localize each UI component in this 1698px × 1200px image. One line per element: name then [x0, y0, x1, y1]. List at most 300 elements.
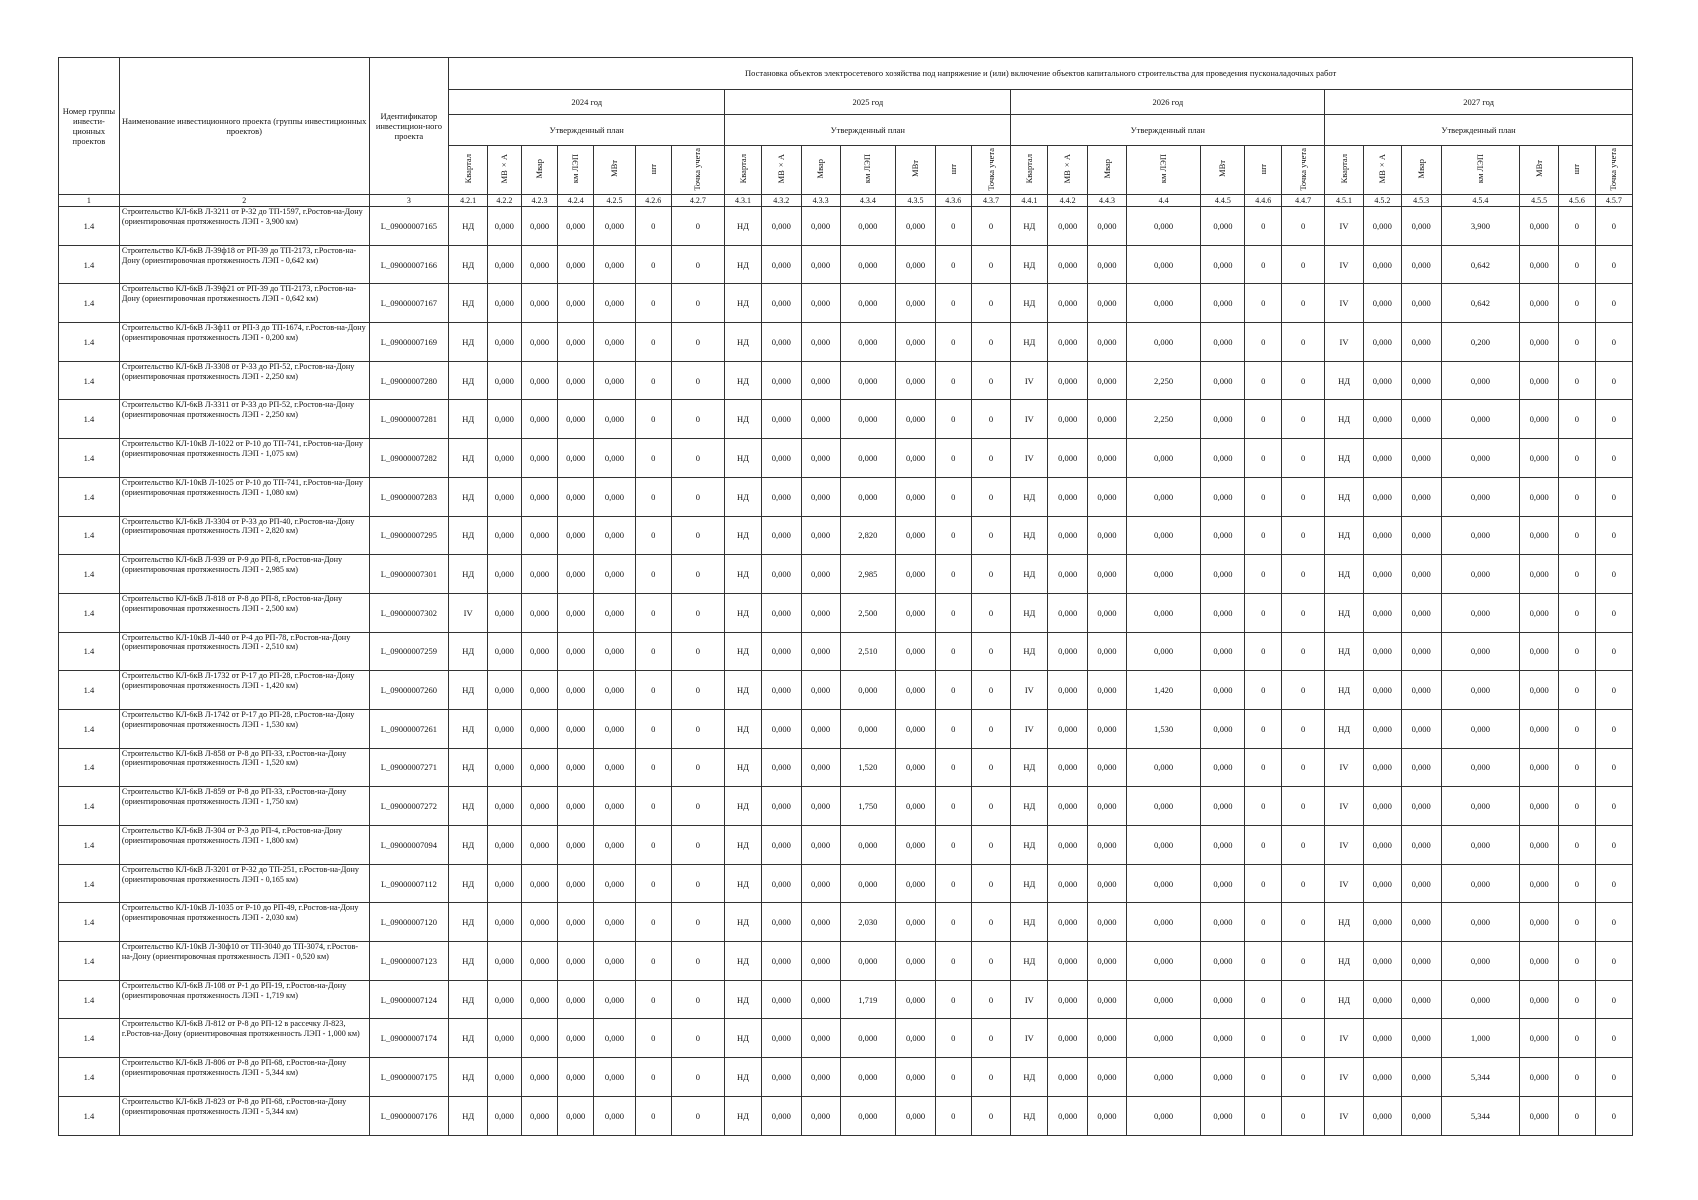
- mva-cell: 0,000: [1048, 284, 1088, 323]
- mva-cell: 0,000: [1363, 593, 1401, 632]
- km-line-cell: 0,000: [558, 555, 594, 594]
- quarter-cell: НД: [725, 1058, 762, 1097]
- count-cell: 0: [1245, 207, 1282, 246]
- km-line-cell: 0,000: [840, 671, 896, 710]
- mw-cell: 0,000: [896, 980, 936, 1019]
- mvar-cell: 0,000: [1088, 400, 1127, 439]
- mvar-cell: 0,000: [1401, 1019, 1441, 1058]
- count-cell: 0: [935, 748, 971, 787]
- count-cell: 0: [1559, 400, 1596, 439]
- count-cell: 0: [635, 748, 671, 787]
- km-line-cell: 0,000: [558, 207, 594, 246]
- km-line-cell: 0,000: [840, 942, 896, 981]
- mva-cell: 0,000: [1363, 516, 1401, 555]
- mva-cell: 0,000: [1048, 671, 1088, 710]
- mw-cell: 0,000: [1201, 400, 1245, 439]
- group-number-cell: 1.4: [59, 1019, 120, 1058]
- count-cell: 0: [1559, 787, 1596, 826]
- column-number-row: [59, 195, 1633, 207]
- km-line-cell: 0,000: [840, 709, 896, 748]
- quarter-cell: IV: [1325, 323, 1364, 362]
- km-line-cell: 0,000: [1126, 748, 1200, 787]
- column-header: [1520, 146, 1559, 195]
- year-header: 2025 год: [725, 90, 1011, 115]
- column-header-label: Квартал: [1023, 154, 1034, 184]
- count-cell: 0: [1245, 593, 1282, 632]
- column-header: [671, 146, 725, 195]
- mvar-cell: 0,000: [1088, 748, 1127, 787]
- count-cell: 0: [935, 671, 971, 710]
- column-number: 4.4.5: [1201, 195, 1245, 207]
- mvar-cell: 0,000: [1401, 709, 1441, 748]
- km-line-cell: 1,719: [840, 980, 896, 1019]
- km-line-cell: 0,000: [840, 1096, 896, 1135]
- column-header-label: Точка учета: [1297, 147, 1308, 191]
- mvar-cell: 0,000: [1401, 555, 1441, 594]
- header-group-number: Номер группы инвести-ционных проектов: [59, 58, 120, 195]
- column-header-label: Точка учета: [985, 147, 996, 191]
- mvar-cell: 0,000: [1401, 245, 1441, 284]
- mw-cell: 0,000: [896, 361, 936, 400]
- mva-cell: 0,000: [1363, 207, 1401, 246]
- mw-cell: 0,000: [594, 555, 636, 594]
- mva-cell: 0,000: [488, 632, 522, 671]
- mw-cell: 0,000: [896, 516, 936, 555]
- metering-point-cell: 0: [1595, 748, 1632, 787]
- mvar-cell: 0,000: [801, 555, 840, 594]
- column-number: 4.3.3: [801, 195, 840, 207]
- mw-cell: 0,000: [896, 1058, 936, 1097]
- quarter-cell: IV: [1011, 1019, 1048, 1058]
- mw-cell: 0,000: [896, 323, 936, 362]
- mvar-cell: 0,000: [521, 245, 558, 284]
- count-cell: 0: [635, 826, 671, 865]
- metering-point-cell: 0: [1282, 1019, 1325, 1058]
- mvar-cell: 0,000: [1088, 555, 1127, 594]
- project-id-cell: L_09000007280: [369, 361, 449, 400]
- column-header: [1441, 146, 1520, 195]
- km-line-cell: 0,000: [558, 787, 594, 826]
- mvar-cell: 0,000: [521, 787, 558, 826]
- mw-cell: 0,000: [1201, 1096, 1245, 1135]
- mvar-cell: 0,000: [1401, 942, 1441, 981]
- table-row: [59, 477, 1633, 516]
- column-header-label: МВ×А: [498, 154, 509, 184]
- column-header-label: Квартал: [462, 154, 473, 184]
- project-name-cell: Строительство КЛ-6кВ Л-108 от Р-1 до РП-19, г.Ростов-на-Дону (ориентировочная протяженность ЛЭП - 1,719 км): [119, 980, 369, 1019]
- metering-point-cell: 0: [1595, 787, 1632, 826]
- column-header-label: Мвар: [1101, 159, 1112, 179]
- metering-point-cell: 0: [1595, 864, 1632, 903]
- column-number: 4.4.7: [1282, 195, 1325, 207]
- metering-point-cell: 0: [1595, 400, 1632, 439]
- project-id-cell: L_09000007261: [369, 709, 449, 748]
- column-header: [725, 146, 762, 195]
- quarter-cell: IV: [1325, 1019, 1364, 1058]
- column-header-label: шт: [1257, 163, 1268, 175]
- quarter-cell: НД: [1325, 593, 1364, 632]
- year-header: 2024 год: [449, 90, 725, 115]
- mw-cell: 0,000: [1520, 1058, 1559, 1097]
- km-line-cell: 0,000: [1126, 1019, 1200, 1058]
- count-cell: 0: [635, 864, 671, 903]
- group-number-cell: 1.4: [59, 632, 120, 671]
- count-cell: 0: [1559, 1096, 1596, 1135]
- metering-point-cell: 0: [971, 245, 1011, 284]
- mvar-cell: 0,000: [1088, 516, 1127, 555]
- count-cell: 0: [935, 980, 971, 1019]
- metering-point-cell: 0: [671, 632, 725, 671]
- mva-cell: 0,000: [761, 593, 801, 632]
- mva-cell: 0,000: [1048, 1058, 1088, 1097]
- mvar-cell: 0,000: [1401, 903, 1441, 942]
- mva-cell: 0,000: [1048, 207, 1088, 246]
- mvar-cell: 0,000: [521, 671, 558, 710]
- column-header-label: МВ×А: [775, 154, 786, 184]
- group-number-cell: 1.4: [59, 980, 120, 1019]
- column-header-label: Квартал: [737, 154, 748, 184]
- metering-point-cell: 0: [1595, 361, 1632, 400]
- column-header: [1011, 146, 1048, 195]
- mw-cell: 0,000: [896, 748, 936, 787]
- quarter-cell: НД: [449, 323, 488, 362]
- count-cell: 0: [1245, 361, 1282, 400]
- group-number-cell: 1.4: [59, 1096, 120, 1135]
- km-line-cell: 0,642: [1441, 284, 1520, 323]
- quarter-cell: НД: [449, 439, 488, 478]
- count-cell: 0: [635, 1019, 671, 1058]
- km-line-cell: 0,000: [558, 477, 594, 516]
- mva-cell: 0,000: [1363, 284, 1401, 323]
- quarter-cell: НД: [449, 284, 488, 323]
- mvar-cell: 0,000: [1088, 207, 1127, 246]
- mw-cell: 0,000: [594, 593, 636, 632]
- column-number: 4.5.7: [1595, 195, 1632, 207]
- mva-cell: 0,000: [1363, 709, 1401, 748]
- km-line-cell: 0,000: [840, 864, 896, 903]
- mw-cell: 0,000: [896, 709, 936, 748]
- table-row: [59, 748, 1633, 787]
- plan-header: Утвержденный план: [725, 115, 1011, 146]
- km-line-cell: 0,000: [558, 1019, 594, 1058]
- count-cell: 0: [935, 400, 971, 439]
- column-number: 2: [119, 195, 369, 207]
- mvar-cell: 0,000: [521, 477, 558, 516]
- column-header: [1048, 146, 1088, 195]
- quarter-cell: IV: [1325, 1058, 1364, 1097]
- mva-cell: 0,000: [1363, 361, 1401, 400]
- project-id-cell: L_09000007167: [369, 284, 449, 323]
- mva-cell: 0,000: [1363, 826, 1401, 865]
- mva-cell: 0,000: [1048, 787, 1088, 826]
- km-line-cell: 2,250: [1126, 400, 1200, 439]
- column-number: 4.2.3: [521, 195, 558, 207]
- km-line-cell: 0,000: [1441, 516, 1520, 555]
- table-body: [59, 195, 1633, 1136]
- mva-cell: 0,000: [488, 1058, 522, 1097]
- km-line-cell: 0,000: [1441, 903, 1520, 942]
- quarter-cell: НД: [725, 361, 762, 400]
- column-number: 4.4.1: [1011, 195, 1048, 207]
- mw-cell: 0,000: [1201, 671, 1245, 710]
- mva-cell: 0,000: [1048, 400, 1088, 439]
- table-row: [59, 284, 1633, 323]
- quarter-cell: НД: [449, 207, 488, 246]
- mw-cell: 0,000: [1520, 787, 1559, 826]
- mvar-cell: 0,000: [521, 1058, 558, 1097]
- count-cell: 0: [935, 207, 971, 246]
- metering-point-cell: 0: [971, 942, 1011, 981]
- mva-cell: 0,000: [1048, 903, 1088, 942]
- km-line-cell: 2,500: [840, 593, 896, 632]
- mvar-cell: 0,000: [1088, 323, 1127, 362]
- quarter-cell: НД: [725, 671, 762, 710]
- quarter-cell: НД: [1325, 555, 1364, 594]
- mw-cell: 0,000: [896, 400, 936, 439]
- column-number: 4.3.6: [935, 195, 971, 207]
- count-cell: 0: [935, 284, 971, 323]
- column-number: 4.5.2: [1363, 195, 1401, 207]
- column-header-label: Квартал: [1338, 154, 1349, 184]
- column-header-label: МВ×А: [1376, 154, 1387, 184]
- project-id-cell: L_09000007301: [369, 555, 449, 594]
- mvar-cell: 0,000: [1401, 864, 1441, 903]
- mva-cell: 0,000: [1363, 903, 1401, 942]
- column-header: [1088, 146, 1127, 195]
- mva-cell: 0,000: [761, 942, 801, 981]
- mva-cell: 0,000: [1363, 980, 1401, 1019]
- count-cell: 0: [635, 284, 671, 323]
- project-name-cell: Строительство КЛ-10кВ Л-1035 от Р-10 до РП-49, г.Ростов-на-Дону (ориентировочная протяженность ЛЭП - 2,030 км): [119, 903, 369, 942]
- mvar-cell: 0,000: [1401, 980, 1441, 1019]
- mva-cell: 0,000: [761, 787, 801, 826]
- mvar-cell: 0,000: [1401, 1058, 1441, 1097]
- mva-cell: 0,000: [1363, 864, 1401, 903]
- metering-point-cell: 0: [1595, 709, 1632, 748]
- mvar-cell: 0,000: [521, 826, 558, 865]
- km-line-cell: 0,000: [558, 439, 594, 478]
- mw-cell: 0,000: [594, 516, 636, 555]
- quarter-cell: НД: [725, 903, 762, 942]
- metering-point-cell: 0: [671, 400, 725, 439]
- mw-cell: 0,000: [1520, 709, 1559, 748]
- mw-cell: 0,000: [1520, 748, 1559, 787]
- column-number: 4.5.6: [1559, 195, 1596, 207]
- metering-point-cell: 0: [1595, 942, 1632, 981]
- count-cell: 0: [935, 516, 971, 555]
- mvar-cell: 0,000: [1401, 207, 1441, 246]
- metering-point-cell: 0: [1282, 632, 1325, 671]
- column-header-label: МВт: [1217, 160, 1228, 178]
- count-cell: 0: [1559, 555, 1596, 594]
- project-name-cell: Строительство КЛ-10кВ Л-1022 от Р-10 до ТП-741, г.Ростов-на-Дону (ориентировочная протяженность ЛЭП - 1,075 км): [119, 439, 369, 478]
- group-number-cell: 1.4: [59, 709, 120, 748]
- group-number-cell: 1.4: [59, 593, 120, 632]
- project-id-cell: L_09000007271: [369, 748, 449, 787]
- mva-cell: 0,000: [488, 903, 522, 942]
- quarter-cell: НД: [725, 709, 762, 748]
- mw-cell: 0,000: [594, 864, 636, 903]
- metering-point-cell: 0: [1282, 361, 1325, 400]
- column-header: [1126, 146, 1200, 195]
- mw-cell: 0,000: [896, 477, 936, 516]
- metering-point-cell: 0: [971, 671, 1011, 710]
- km-line-cell: 0,000: [558, 864, 594, 903]
- mvar-cell: 0,000: [801, 671, 840, 710]
- mva-cell: 0,000: [1363, 439, 1401, 478]
- km-line-cell: 0,000: [558, 516, 594, 555]
- mvar-cell: 0,000: [801, 400, 840, 439]
- km-line-cell: 0,000: [558, 284, 594, 323]
- quarter-cell: НД: [1011, 477, 1048, 516]
- mva-cell: 0,000: [1048, 516, 1088, 555]
- project-name-cell: Строительство КЛ-6кВ Л-304 от Р-3 до РП-4, г.Ростов-на-Дону (ориентировочная протяженность ЛЭП - 1,800 км): [119, 826, 369, 865]
- mvar-cell: 0,000: [521, 1019, 558, 1058]
- column-header: [1559, 146, 1596, 195]
- group-number-cell: 1.4: [59, 555, 120, 594]
- km-line-cell: 0,000: [1126, 439, 1200, 478]
- project-name-cell: Строительство КЛ-6кВ Л-3ф11 от РП-3 до ТП-1674, г.Ростов-на-Дону (ориентировочная протяженность ЛЭП - 0,200 км): [119, 323, 369, 362]
- metering-point-cell: 0: [671, 477, 725, 516]
- mvar-cell: 0,000: [1088, 593, 1127, 632]
- mva-cell: 0,000: [1363, 1058, 1401, 1097]
- table-row: [59, 1019, 1633, 1058]
- count-cell: 0: [1559, 942, 1596, 981]
- count-cell: 0: [1245, 1058, 1282, 1097]
- mw-cell: 0,000: [1201, 748, 1245, 787]
- mvar-cell: 0,000: [1401, 671, 1441, 710]
- metering-point-cell: 0: [1282, 207, 1325, 246]
- mva-cell: 0,000: [488, 942, 522, 981]
- quarter-cell: НД: [725, 245, 762, 284]
- km-line-cell: 0,000: [1126, 593, 1200, 632]
- column-header-label: км ЛЭП: [1158, 154, 1169, 184]
- count-cell: 0: [635, 361, 671, 400]
- mva-cell: 0,000: [1363, 477, 1401, 516]
- km-line-cell: 0,000: [840, 1058, 896, 1097]
- mvar-cell: 0,000: [1401, 323, 1441, 362]
- column-header: [801, 146, 840, 195]
- mw-cell: 0,000: [1201, 787, 1245, 826]
- km-line-cell: 0,000: [558, 942, 594, 981]
- km-line-cell: 3,900: [1441, 207, 1520, 246]
- mva-cell: 0,000: [488, 284, 522, 323]
- km-line-cell: 0,000: [1126, 632, 1200, 671]
- quarter-cell: IV: [1325, 284, 1364, 323]
- mw-cell: 0,000: [1520, 361, 1559, 400]
- count-cell: 0: [1245, 942, 1282, 981]
- column-header: [1245, 146, 1282, 195]
- metering-point-cell: 0: [1595, 1019, 1632, 1058]
- mva-cell: 0,000: [1048, 593, 1088, 632]
- mva-cell: 0,000: [1048, 632, 1088, 671]
- quarter-cell: НД: [1011, 593, 1048, 632]
- project-id-cell: L_09000007124: [369, 980, 449, 1019]
- column-header-label: МВт: [910, 160, 921, 178]
- mvar-cell: 0,000: [801, 1058, 840, 1097]
- metering-point-cell: 0: [971, 903, 1011, 942]
- mvar-cell: 0,000: [1401, 787, 1441, 826]
- mw-cell: 0,000: [1201, 864, 1245, 903]
- mvar-cell: 0,000: [801, 477, 840, 516]
- quarter-cell: НД: [1011, 516, 1048, 555]
- km-line-cell: 0,000: [1441, 400, 1520, 439]
- quarter-cell: НД: [1011, 555, 1048, 594]
- quarter-cell: НД: [725, 980, 762, 1019]
- mva-cell: 0,000: [1363, 942, 1401, 981]
- mw-cell: 0,000: [1520, 323, 1559, 362]
- quarter-cell: НД: [1325, 516, 1364, 555]
- km-line-cell: 0,000: [840, 361, 896, 400]
- project-id-cell: L_09000007120: [369, 903, 449, 942]
- column-number: 4.3.4: [840, 195, 896, 207]
- metering-point-cell: 0: [671, 323, 725, 362]
- group-number-cell: 1.4: [59, 323, 120, 362]
- project-id-cell: L_09000007094: [369, 826, 449, 865]
- count-cell: 0: [1245, 980, 1282, 1019]
- mw-cell: 0,000: [1201, 361, 1245, 400]
- quarter-cell: НД: [1011, 245, 1048, 284]
- mw-cell: 0,000: [1520, 632, 1559, 671]
- mvar-cell: 0,000: [801, 245, 840, 284]
- mw-cell: 0,000: [1201, 1019, 1245, 1058]
- km-line-cell: 0,000: [558, 245, 594, 284]
- mvar-cell: 0,000: [521, 980, 558, 1019]
- metering-point-cell: 0: [1282, 864, 1325, 903]
- mw-cell: 0,000: [896, 284, 936, 323]
- mva-cell: 0,000: [488, 1096, 522, 1135]
- km-line-cell: 0,000: [558, 903, 594, 942]
- mw-cell: 0,000: [594, 748, 636, 787]
- quarter-cell: НД: [449, 671, 488, 710]
- metering-point-cell: 0: [1282, 323, 1325, 362]
- table-row: [59, 1058, 1633, 1097]
- count-cell: 0: [1245, 284, 1282, 323]
- column-header-label: Точка учета: [692, 147, 703, 191]
- count-cell: 0: [1559, 826, 1596, 865]
- count-cell: 0: [1245, 709, 1282, 748]
- group-number-cell: 1.4: [59, 942, 120, 981]
- column-number: 4.2.4: [558, 195, 594, 207]
- table-header: [59, 58, 1633, 195]
- km-line-cell: 0,000: [558, 361, 594, 400]
- mvar-cell: 0,000: [801, 593, 840, 632]
- project-name-cell: Строительство КЛ-6кВ Л-859 от Р-8 до РП-33, г.Ростов-на-Дону (ориентировочная протяженность ЛЭП - 1,750 км): [119, 787, 369, 826]
- mva-cell: 0,000: [1048, 477, 1088, 516]
- count-cell: 0: [935, 439, 971, 478]
- km-line-cell: 0,000: [1441, 361, 1520, 400]
- metering-point-cell: 0: [1595, 632, 1632, 671]
- metering-point-cell: 0: [671, 439, 725, 478]
- column-header: [521, 146, 558, 195]
- mva-cell: 0,000: [488, 593, 522, 632]
- count-cell: 0: [635, 400, 671, 439]
- mva-cell: 0,000: [488, 555, 522, 594]
- mvar-cell: 0,000: [801, 323, 840, 362]
- quarter-cell: НД: [449, 361, 488, 400]
- mw-cell: 0,000: [896, 439, 936, 478]
- mva-cell: 0,000: [761, 709, 801, 748]
- mvar-cell: 0,000: [1088, 477, 1127, 516]
- mva-cell: 0,000: [488, 1019, 522, 1058]
- group-number-cell: 1.4: [59, 671, 120, 710]
- mva-cell: 0,000: [1048, 555, 1088, 594]
- count-cell: 0: [1559, 516, 1596, 555]
- column-number: 4.2.5: [594, 195, 636, 207]
- column-header: [594, 146, 636, 195]
- metering-point-cell: 0: [671, 980, 725, 1019]
- quarter-cell: IV: [1325, 1096, 1364, 1135]
